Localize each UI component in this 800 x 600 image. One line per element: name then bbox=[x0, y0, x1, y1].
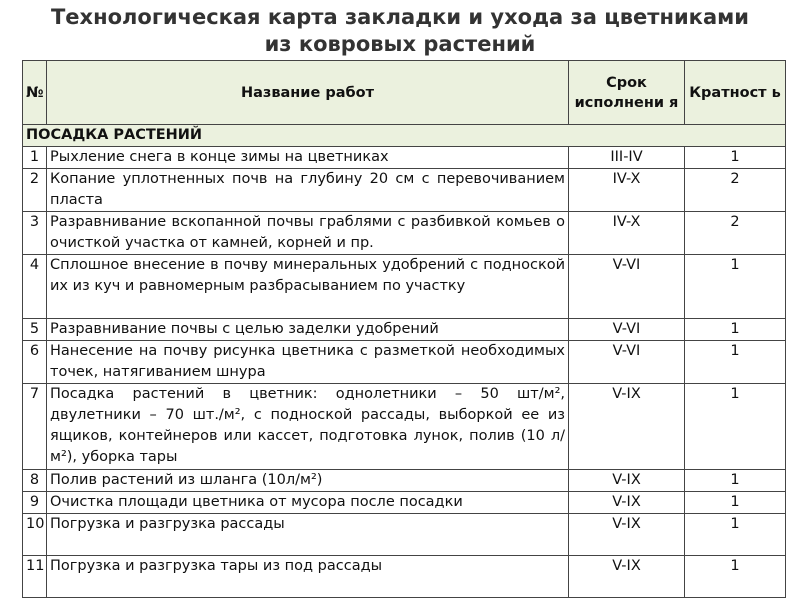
row-num: 8 bbox=[23, 470, 47, 492]
header-term: Срок исполнени я bbox=[569, 61, 685, 125]
table-row bbox=[23, 147, 786, 169]
section-title: ПОСАДКА РАСТЕНИЙ bbox=[23, 125, 786, 147]
row-term: V-IX bbox=[569, 384, 685, 470]
table-row bbox=[23, 319, 786, 341]
table-row bbox=[23, 384, 786, 470]
row-term: V-VI bbox=[569, 319, 685, 341]
row-num: 4 bbox=[23, 255, 47, 319]
row-num: 7 bbox=[23, 384, 47, 470]
row-term: IV-X bbox=[569, 212, 685, 255]
row-name: Нанесение на почву рисунка цветника с разметкой необходимых точек, натягиванием шнура bbox=[47, 341, 569, 384]
table-row bbox=[23, 255, 786, 319]
row-term: V-VI bbox=[569, 255, 685, 319]
row-term: IV-X bbox=[569, 169, 685, 212]
row-term: V-IX bbox=[569, 514, 685, 556]
row-multiplicity: 2 bbox=[685, 212, 786, 255]
table-row bbox=[23, 169, 786, 212]
row-name: Погрузка и разгрузка рассады bbox=[47, 514, 569, 556]
row-term: V-IX bbox=[569, 556, 685, 598]
row-term: V-IX bbox=[569, 470, 685, 492]
row-name: Очистка площади цветника от мусора после посадки bbox=[47, 492, 569, 514]
row-multiplicity: 1 bbox=[685, 470, 786, 492]
row-term: V-VI bbox=[569, 341, 685, 384]
row-num: 2 bbox=[23, 169, 47, 212]
row-num: 1 bbox=[23, 147, 47, 169]
table-row bbox=[23, 470, 786, 492]
row-num: 11 bbox=[23, 556, 47, 598]
table-row bbox=[23, 514, 786, 556]
row-name: Погрузка и разгрузка тары из под рассады bbox=[47, 556, 569, 598]
table-row bbox=[23, 341, 786, 384]
technology-card-table bbox=[22, 60, 786, 598]
row-num: 5 bbox=[23, 319, 47, 341]
row-num: 3 bbox=[23, 212, 47, 255]
row-term: V-IX bbox=[569, 492, 685, 514]
title-line-1: Технологическая карта закладки и ухода за цветниками bbox=[50, 5, 749, 29]
row-multiplicity: 1 bbox=[685, 319, 786, 341]
header-row bbox=[23, 61, 786, 125]
row-multiplicity: 1 bbox=[685, 384, 786, 470]
row-multiplicity: 1 bbox=[685, 147, 786, 169]
row-multiplicity: 1 bbox=[685, 255, 786, 319]
row-name: Разравнивание почвы с целью заделки удобрений bbox=[47, 319, 569, 341]
row-num: 10 bbox=[23, 514, 47, 556]
row-name: Полив растений из шланга (10л/м²) bbox=[47, 470, 569, 492]
row-num: 9 bbox=[23, 492, 47, 514]
row-name: Копание уплотненных почв на глубину 20 см с перевочиванием пласта bbox=[47, 169, 569, 212]
row-name: Посадка растений в цветник: однолетники – 50 шт/м², двулетники – 70 шт./м², с подноской рассады, выборкой ее из ящиков, контейнеров или кассет, подготовка лунок, полив (10 л/м²), уборка тары bbox=[47, 384, 569, 470]
row-name: Сплошное внесение в почву минеральных удобрений с подноской их из куч и равномерным разбрасыванием по участку bbox=[47, 255, 569, 319]
row-num: 6 bbox=[23, 341, 47, 384]
table-row bbox=[23, 492, 786, 514]
table-row bbox=[23, 556, 786, 598]
row-name: Рыхление снега в конце зимы на цветниках bbox=[47, 147, 569, 169]
page-title bbox=[0, 4, 800, 58]
header-num: № bbox=[23, 61, 47, 125]
header-multiplicity: Кратност ь bbox=[685, 61, 786, 125]
title-line-2: из ковровых растений bbox=[264, 32, 536, 56]
row-term: III-IV bbox=[569, 147, 685, 169]
row-multiplicity: 1 bbox=[685, 556, 786, 598]
row-multiplicity: 1 bbox=[685, 341, 786, 384]
row-multiplicity: 1 bbox=[685, 492, 786, 514]
table-row bbox=[23, 212, 786, 255]
row-name: Разравнивание вскопанной почвы граблями с разбивкой комьев о очисткой участка от камней, корней и пр. bbox=[47, 212, 569, 255]
header-name: Название работ bbox=[47, 61, 569, 125]
row-multiplicity: 1 bbox=[685, 514, 786, 556]
row-multiplicity: 2 bbox=[685, 169, 786, 212]
section-row bbox=[23, 125, 786, 147]
